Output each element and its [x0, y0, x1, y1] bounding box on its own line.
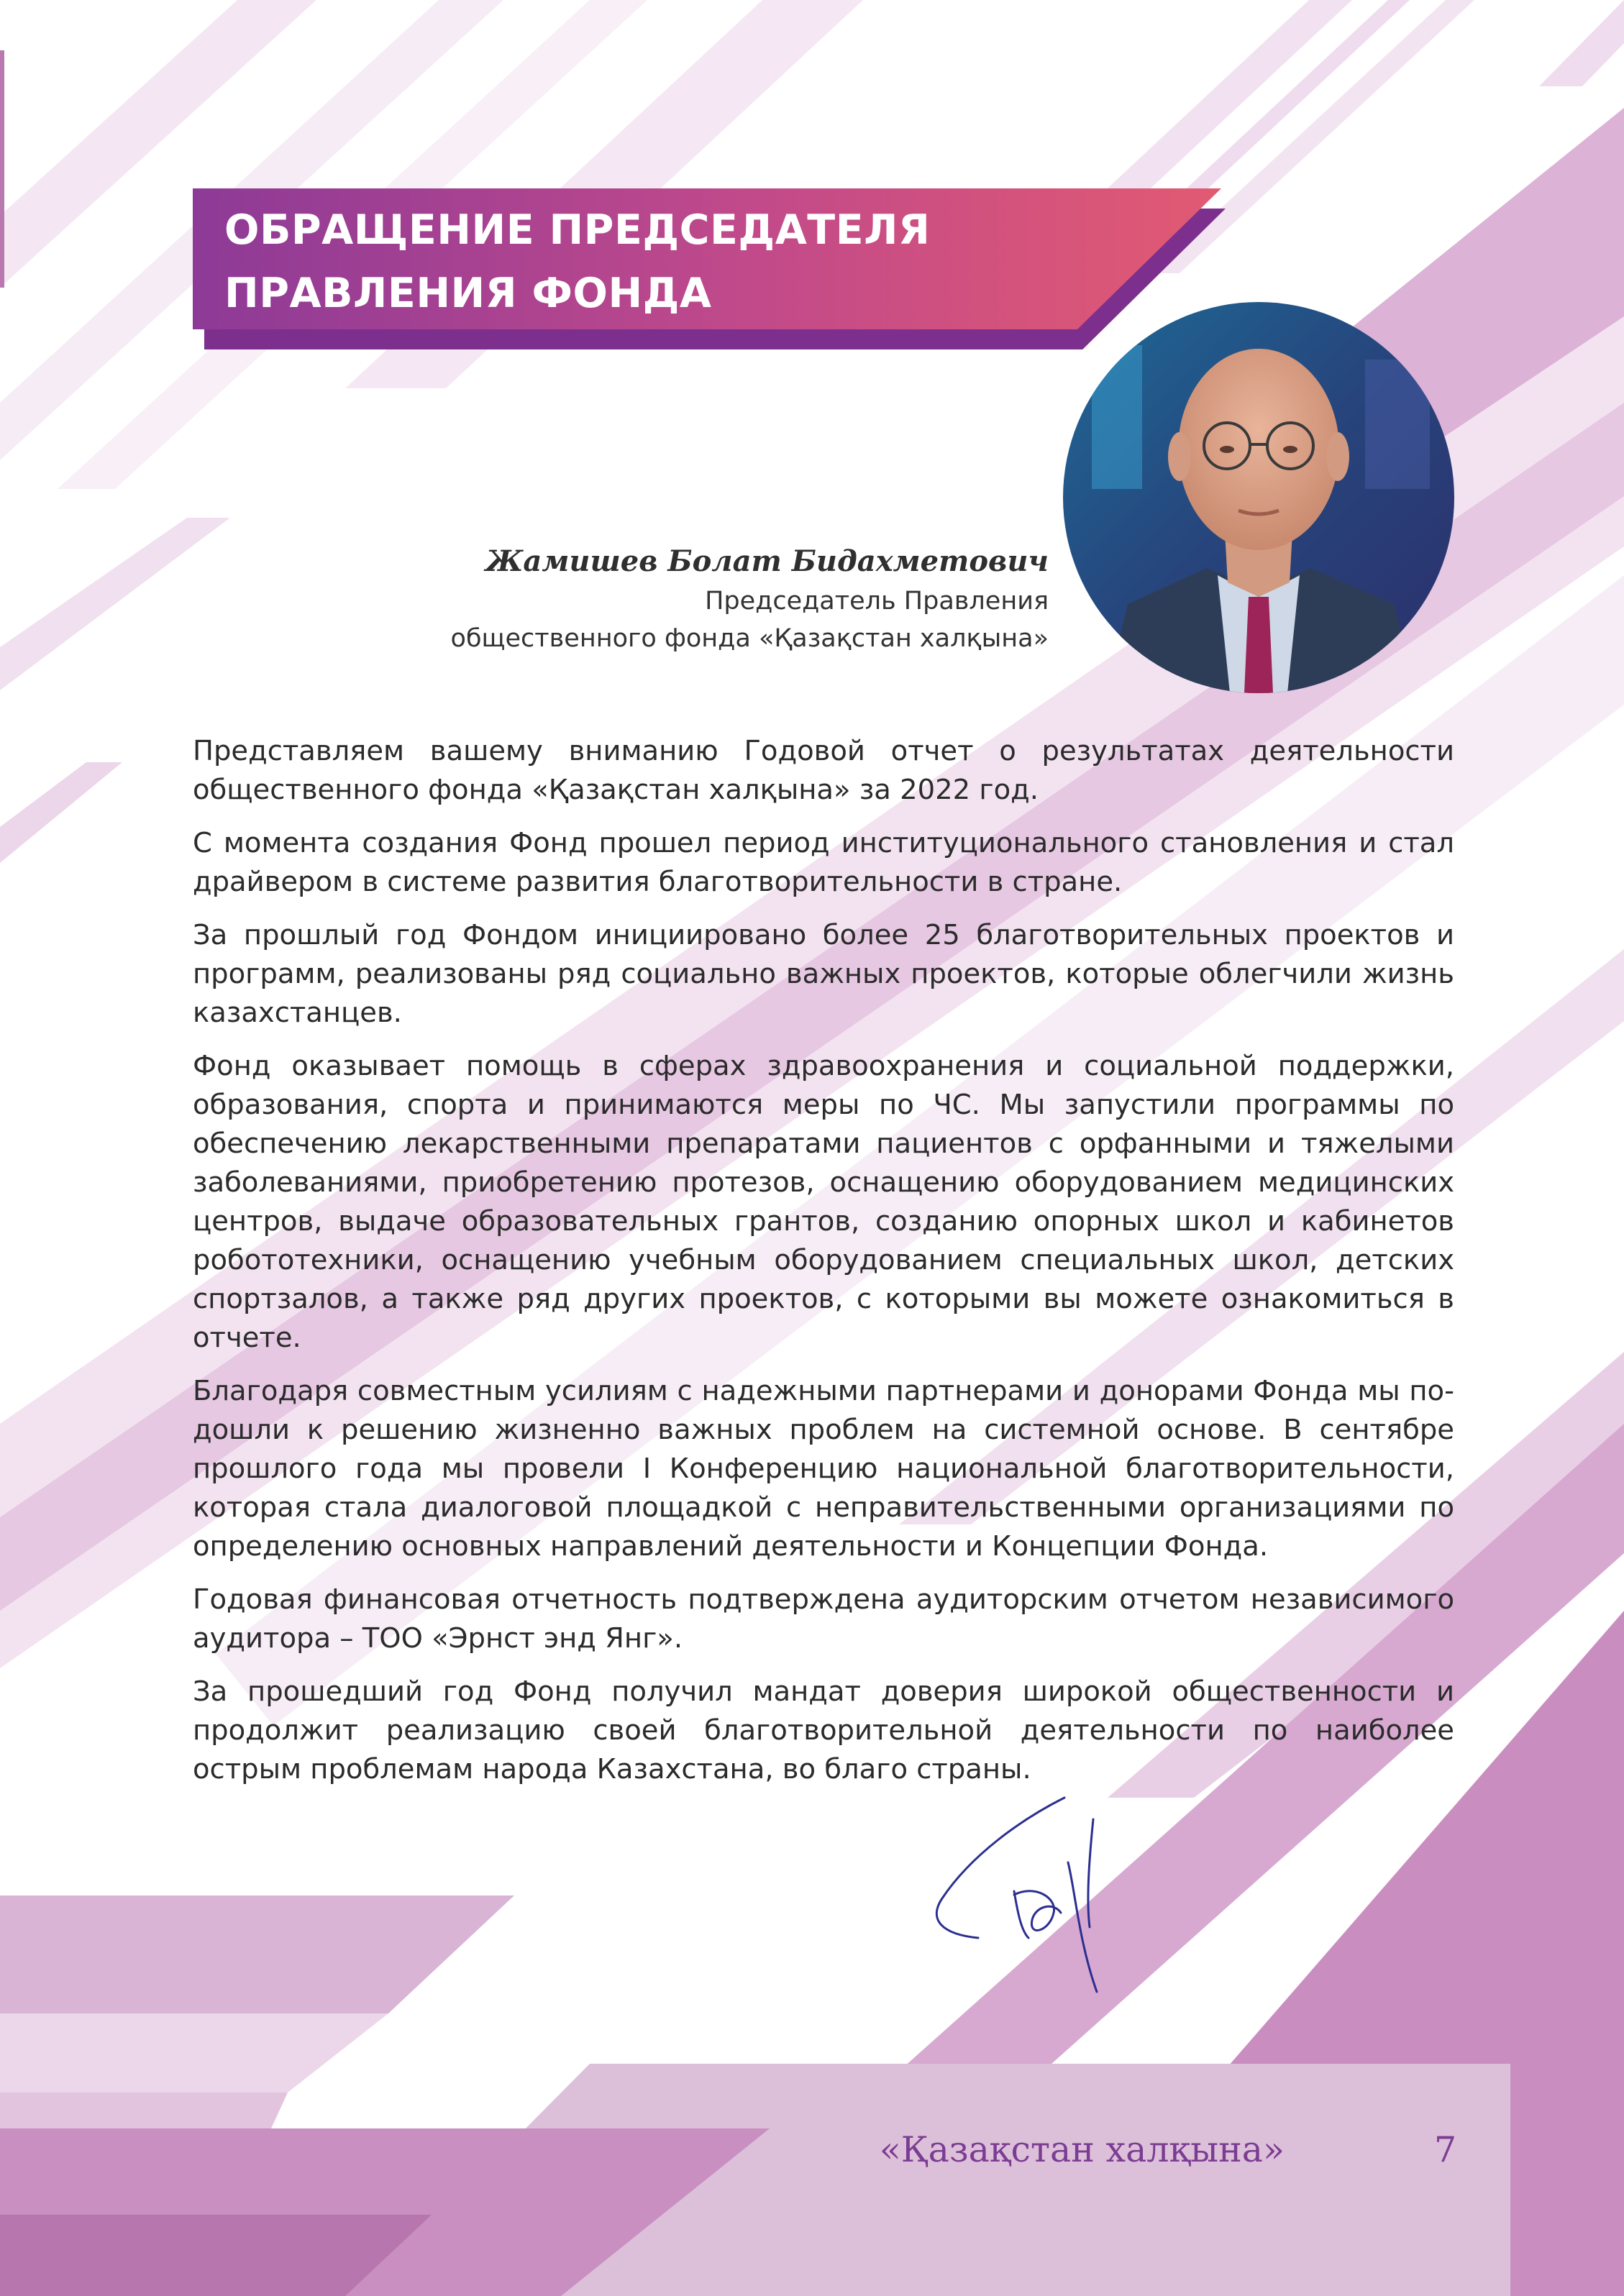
author-position: Председатель Правления: [705, 587, 1049, 616]
letter-body: [193, 732, 1454, 1803]
portrait-illustration: [1063, 302, 1454, 693]
paragraph: За прошлый год Фондом инициировано более 25 благотворительных проектов и программ, реализованы ряд социально важных проектов, которые облегчили жизнь казахстанцев.: [193, 919, 1454, 1029]
paragraph: Годовая финансовая отчетность подтверждена аудиторским отчетом независимого аудитора – ТОО «Эрнст энд Янг».: [193, 1583, 1454, 1655]
page-title: ОБРАЩЕНИЕ ПРЕДСЕДАТЕЛЯ ПРАВЛЕНИЯ ФОНДА: [224, 206, 931, 317]
author-name: Жамишев Болат Бидахметович: [485, 544, 1049, 578]
signature: [913, 1776, 1151, 2006]
author-organization: общественного фонда «Қазақстан халқына»: [450, 624, 1049, 653]
paragraph: За прошедший год Фонд получил мандат доверия широкой общественности и продолжит реализацию своей благотворительной деятельности по наиболее острым проблемам народа Казахстана, во благо страны.: [193, 1675, 1454, 1785]
paragraph: С момента создания Фонд прошел период институционального становления и стал драйвером в системе развития благотворительности в стране.: [193, 827, 1454, 898]
page-number: 7: [1434, 2129, 1457, 2170]
paragraph: Представляем вашему вниманию Годовой отчет о результатах деятельности общественного фонда «Қазақстан халқына» за 2022 год.: [193, 735, 1454, 806]
paragraph: Благодаря совместным усилиям с надежными партнерами и донорами Фонда мы подошли к решению жизненно важных проблем на системной основе. В сентябре прошлого года мы провели I Конференцию национальной благотворительности, которая стала диалоговой площадкой с неправительственными организациями по определению основных направлений деятельности и Концепции Фонда.: [193, 1375, 1454, 1563]
chairman-portrait: [1063, 302, 1454, 693]
author-block: [451, 541, 1049, 657]
title-banner: [193, 188, 1228, 352]
paragraph: Фонд оказывает помощь в сферах здравоохранения и социальной поддержки, образования, спорта и принимаются меры по ЧС. Мы запустили программы по обеспечению лекарственными препаратами пациентов с орфанными и тяжелыми заболеваниями, приобретению протезов, оснащению оборудованием медицинских центров, выдаче образовательных грантов, созданию опорных школ и кабинетов робототехники, оснащению учебным оборудованием специальных школ, детских спортзалов, а также ряд других проектов, с которыми вы можете ознакомиться в отчете.: [193, 1050, 1454, 1354]
footer-organization: «Қазақстан халқына»: [879, 2129, 1285, 2170]
